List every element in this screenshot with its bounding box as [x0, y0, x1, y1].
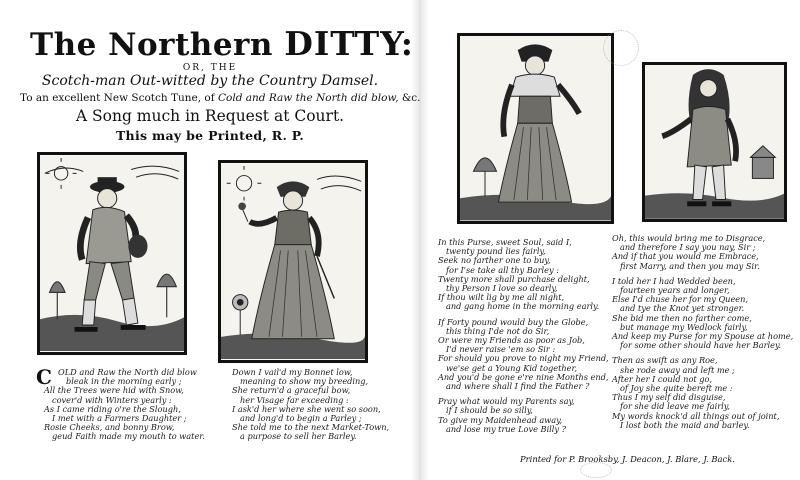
verse-line: I ask'd her where she went so soon, — [232, 403, 381, 414]
or-line: OR, THE — [182, 63, 238, 73]
verse-line: we'se get a Young Kid together, — [446, 362, 578, 373]
woodcut-man-wig-image — [642, 62, 787, 222]
library-stamp-mark — [603, 30, 639, 66]
verse-line: and tye the Knot yet stronger. — [620, 303, 745, 314]
verse-column-4 — [612, 234, 793, 430]
verse-line: I told her I had Wedded been, — [612, 275, 736, 286]
verse-line: a purpose to sell her Barley. — [240, 431, 357, 442]
verse-line: first Marry, and then you may Sir. — [620, 260, 760, 271]
verse-line: My words knock'd all things out of joint, — [612, 410, 780, 421]
title-emphasis: DITTY: — [284, 24, 414, 63]
verse-line: her Visage far exceeding : — [240, 394, 349, 405]
verse-line: and gang home in the morning early. — [446, 301, 600, 312]
woodcut-woman-flower-image — [218, 160, 368, 363]
verse-line: As I came riding o're the Slough, — [44, 403, 181, 414]
verse-line: And keep my Purse for my Spouse at home, — [612, 331, 794, 342]
verse-line: Oh, this would bring me to Disgrace, — [612, 233, 766, 243]
verse-line: And you'd be gone e're nine Months end, — [438, 371, 609, 382]
subtitle: Scotch-man Out-witted by the Country Damsel. — [41, 73, 379, 89]
woodcut-woman-standing-image — [457, 33, 614, 224]
verse-column-3 — [438, 238, 609, 434]
tune-line — [20, 92, 421, 104]
verse-line: and therefore I say you nay, Sir ; — [620, 242, 756, 253]
verse-line: cover'd with Winters yearly : — [52, 394, 172, 405]
verse-line: Else I'd chuse her for my Queen, — [612, 294, 749, 305]
verse-line: To give my Maidenhead away, — [438, 414, 563, 425]
verse-line: Twenty more shall purchase delight, — [438, 273, 590, 284]
page-title — [30, 24, 414, 63]
verse-line: but manage my Wedlock fairly, — [620, 321, 748, 332]
verse-line: for she did leave me fairly, — [620, 401, 730, 412]
verse-line: OLD and Raw the North did blow — [58, 367, 197, 377]
verse-line: bleak in the morning early ; — [66, 376, 182, 387]
tune-name: Cold and Raw the North did blow, — [217, 92, 399, 104]
verse-line: this thing I'de not do Sir, — [446, 325, 550, 336]
verse-line: For should you prove to night my Friend, — [438, 353, 609, 364]
verse-line: Pray what would my Parents say, — [438, 396, 575, 407]
imprint-line: Printed for P. Brooksby, J. Deacon, J. Blare, J. Back. — [520, 454, 735, 464]
verse-line: I lost both the maid and barley. — [620, 419, 750, 430]
verse-line: meaning to show my breeding, — [240, 376, 369, 387]
verse-line: If Forty pound would buy the Globe, — [438, 316, 589, 327]
verse-line: After her I could not go, — [612, 373, 713, 384]
verse-line: and where shall I find the Father ? — [446, 381, 590, 392]
verse-line: twenty pound lies fairly, — [446, 246, 546, 257]
verse-line: Down I vail'd my Bonnet low, — [232, 367, 353, 377]
verse-line: for some other should have her Barley. — [620, 340, 782, 351]
verse-line: Thus I my self did disguise, — [612, 392, 726, 403]
title-part: The Northern — [30, 27, 273, 63]
verse-column-1 — [44, 367, 205, 442]
tune-suffix: &c. — [401, 92, 421, 104]
verse-line: thy Person I love so dearly, — [446, 283, 558, 294]
verse-line: Rosie Cheeks, and bonny Brow, — [44, 422, 175, 433]
page-gutter — [411, 0, 429, 480]
verse-line: of Joy she quite bereft me : — [620, 383, 733, 394]
verse-line: fourteen years and longer, — [620, 285, 730, 296]
verse-line: Seek no farther one to buy, — [438, 255, 551, 266]
request-line: A Song much in Request at Court. — [75, 107, 345, 125]
license-line: This may be Printed, R. P. — [115, 128, 305, 143]
verse-line: She told me to the next Market-Town, — [232, 422, 390, 433]
verse-line: All the Trees were hid with Snow, — [44, 385, 184, 396]
verse-line: and long'd to begin a Parley ; — [240, 413, 362, 424]
verse-line: Then as swift as any Roe, — [612, 355, 718, 366]
verse-line: geud Faith made my mouth to water. — [52, 431, 205, 442]
verse-line: and lose my true Love Billy ? — [446, 423, 567, 434]
verse-line: she rode away and left me ; — [620, 364, 735, 375]
verse-column-2 — [232, 368, 389, 442]
verse-line: I'd never raise 'em so Sir : — [446, 344, 556, 355]
library-stamp-mark — [580, 462, 612, 478]
verse-line: She return'd a graceful bow, — [232, 385, 351, 396]
verse-line: And if that you would me Embrace, — [612, 251, 759, 262]
verse-line: She bid me then no farther come, — [612, 312, 752, 323]
verse-line: Or were my Friends as poor as Job, — [438, 335, 585, 346]
drop-cap: C — [36, 365, 52, 389]
verse-line: if I should be so silly, — [446, 405, 533, 416]
woodcut-man-image — [37, 152, 187, 355]
verse-line: In this Purse, sweet Soul, said I, — [438, 237, 572, 247]
verse-line: I met with a Farmers Daughter ; — [52, 413, 187, 424]
verse-line: for I'se take all thy Barley : — [446, 264, 559, 275]
verse-line: If thou wilt lig by me all night, — [438, 292, 565, 303]
tune-prefix: To an excellent New Scotch Tune, of — [20, 92, 215, 104]
